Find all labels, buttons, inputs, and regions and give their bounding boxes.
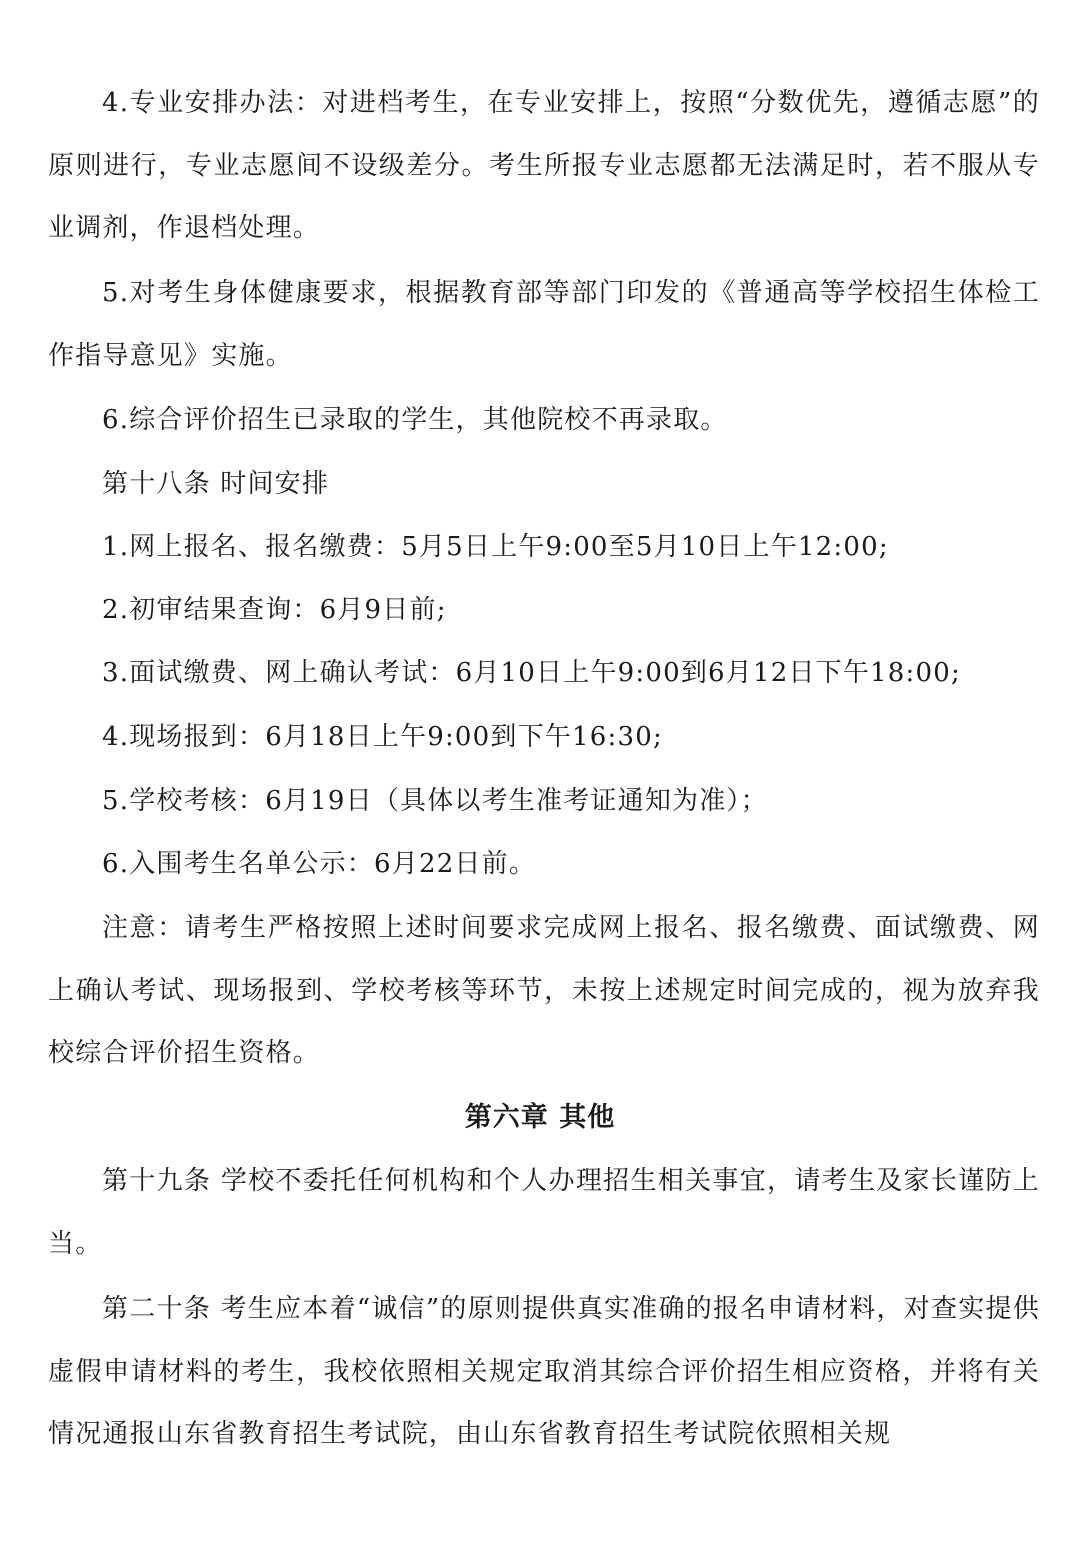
schedule-item-interview-payment: 3.面试缴费、网上确认考试：6月10日上午9:00到6月12日下午18:00; — [102, 658, 961, 688]
article-20: 第二十条 考生应本着“诚信”的原则提供真实准确的报名申请材料，对查实提供虚假申请材料的考生，我校依照相关规定取消其综合评价招生相应资格，并将有关情况通报山东省教育招生考试院，由山东省教育招生考试院依照相关规 — [48, 1294, 1040, 1449]
paragraph-notice: 注意：请考生严格按照上述时间要求完成网上报名、报名缴费、面试缴费、网上确认考试、现场报到、学校考核等环节，未按上述规定时间完成的，视为放弃我校综合评价招生资格。 — [48, 913, 1040, 1068]
chapter-heading: 第六章 其他 — [464, 1102, 616, 1133]
paragraph-admitted-students: 6.综合评价招生已录取的学生，其他院校不再录取。 — [102, 405, 728, 435]
schedule-item-school-assessment: 5.学校考核：6月19日（具体以考生准考证通知为准）； — [102, 786, 768, 816]
paragraph-health-requirements: 5.对考生身体健康要求，根据教育部等部门印发的《普通高等学校招生体检工作指导意见》实施。 — [48, 278, 1040, 371]
article-18-title: 第十八条 时间安排 — [102, 469, 330, 499]
paragraph-major-arrangement: 4.专业安排办法：对进档考生，在专业安排上，按照“分数优先，遵循志愿”的原则进行，专业志愿间不设级差分。考生所报专业志愿都无法满足时，若不服从专业调剂，作退档处理。 — [48, 88, 1040, 243]
schedule-item-shortlist-announcement: 6.入围考生名单公示：6月22日前。 — [102, 849, 537, 879]
schedule-item-onsite-checkin: 4.现场报到：6月18日上午9:00到下午16:30; — [102, 722, 663, 752]
schedule-item-online-registration: 1.网上报名、报名缴费：5月5日上午9:00至5月10日上午12:00; — [102, 532, 889, 562]
article-19: 第十九条 学校不委托任何机构和个人办理招生相关事宜，请考生及家长谨防上当。 — [48, 1166, 1040, 1259]
schedule-item-preliminary-review: 2.初审结果查询：6月9日前; — [102, 595, 447, 625]
